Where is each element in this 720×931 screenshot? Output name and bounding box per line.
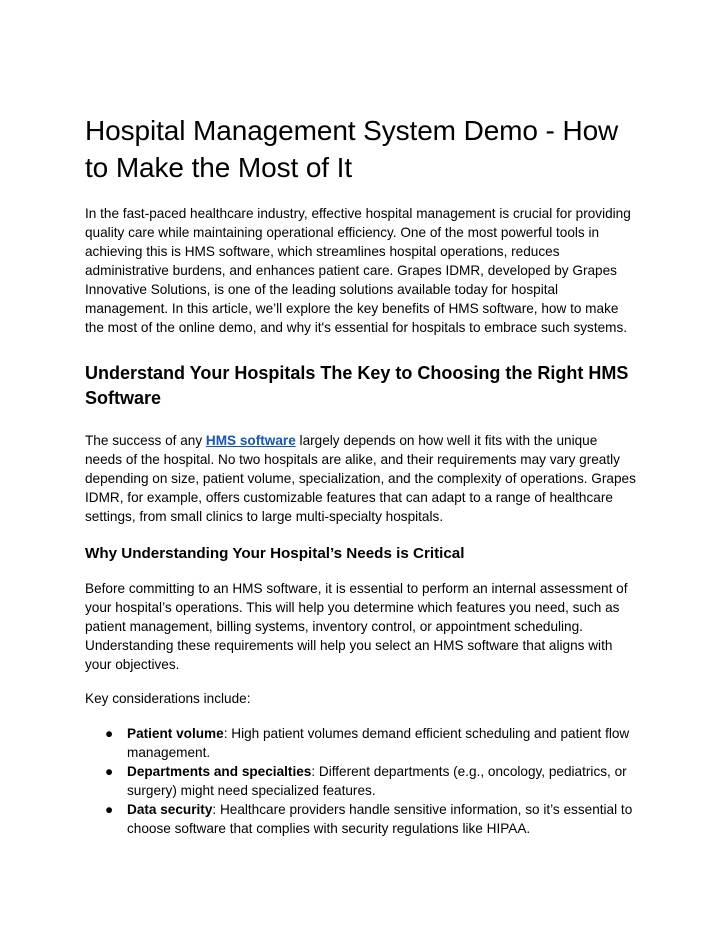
list-item xyxy=(85,762,637,800)
list-item-text: : High patient volumes demand efficient scheduling and patient flow management. xyxy=(127,726,630,760)
list-item-text: : Different departments (e.g., oncology, pediatrics, or surgery) might need specialized features. xyxy=(127,764,627,798)
key-considerations-intro: Key considerations include: xyxy=(85,691,251,706)
section-needs-paragraph: Before committing to an HMS software, it is essential to perform an internal assessment of your hospital’s operations. This will help you determine which features you need, such as patient management, billing systems, inventory control, or appointment scheduling. Understanding these requirements will help you select an HMS software that aligns with your objectives. xyxy=(85,581,628,672)
bullet-icon: ● xyxy=(105,802,114,817)
paragraph-text-after-link: largely depends on how well it fits with the unique needs of the hospital. No two hospitals are alike, and their requirements may vary greatly depending on size, patient volume, specialization, and the complexity of operations. Grapes IDMR, for example, offers customizable features that can adapt to a range of healthcare settings, from small clinics to large multi-specialty hospitals. xyxy=(85,433,636,524)
list-item-term: Data security xyxy=(127,802,213,817)
section-choosing-hms-paragraph xyxy=(85,431,637,526)
page-title: Hospital Management System Demo - How to Make the Most of It xyxy=(85,115,619,183)
list-item-term: Departments and specialties xyxy=(127,764,312,779)
bullet-icon: ● xyxy=(105,726,114,741)
section-heading-needs-critical: Why Understanding Your Hospital’s Needs is Critical xyxy=(85,545,465,562)
intro-paragraph: In the fast-paced healthcare industry, effective hospital management is crucial for providing quality care while maintaining operational efficiency. One of the most powerful tools in achieving this is HMS software, which streamlines hospital operations, reduces administrative burdens, and enhances patient care. Grapes IDMR, developed by Grapes Innovative Solutions, is one of the leading solutions available today for hospital management. In this article, we’ll explore the key benefits of HMS software, how to make the most of the online demo, and why it's essential for hospitals to embrace such systems. xyxy=(85,206,631,335)
document-page xyxy=(85,112,637,838)
list-item xyxy=(85,800,637,838)
hms-software-link[interactable]: HMS software xyxy=(205,433,296,448)
list-item-text: : Healthcare providers handle sensitive information, so it’s essential to choose software that complies with security regulations like HIPAA. xyxy=(127,802,633,836)
bullet-icon: ● xyxy=(105,764,114,779)
paragraph-text-before-link: The success of any xyxy=(85,433,206,448)
key-considerations-list xyxy=(85,724,637,838)
section-heading-choosing-hms: Understand Your Hospitals The Key to Choosing the Right HMS Software xyxy=(85,363,629,408)
list-item xyxy=(85,724,637,762)
list-item-term: Patient volume xyxy=(127,726,224,741)
